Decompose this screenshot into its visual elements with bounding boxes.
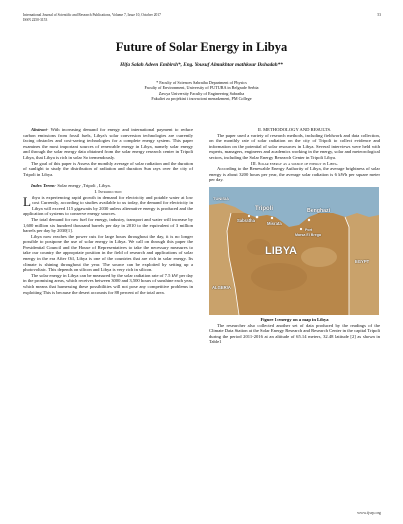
map-label-benghazi: Benghazi: [307, 207, 331, 214]
left-column: [23, 127, 193, 295]
methodology-paragraph: The paper used a variety of research methods, including fieldwork and data collection, on the monthly rate of solar radiation on the city of Tripoli to collect evidence and information on the potential of solar resources in Libya. Several interviews were held with experts, managers, engineers and academics working in the energy, solar and meteorological sectors, including the Solar Energy Research Center in Tripoli Libya.: [209, 132, 380, 160]
affiliation-line: Fakultet za projektni i inovacioni menadzment, PM College: [151, 96, 252, 102]
map-label-marsa-el-brega: Marsa El Brega: [295, 232, 321, 237]
dropcap-letter: L: [23, 193, 31, 209]
abstract-text: With increasing demand for energy and international payment to reduce carbon emissions from fossil fuels, Libya's solar conversion technologies are currently facing obstacles and cost-saving technologies for a complete energy system. This paper examines the most important sources of renewable energy in Libya, namely solar energy and through the solar energy data obtained from the solar energy research center in Tripoli Libya, that Libya is rich in solar So tremendously.: [23, 127, 193, 160]
section-heading-methodology: II. METHODOLOGY AND RESULTS.: [257, 127, 332, 132]
index-terms-lead: Index Terms-: [31, 183, 57, 189]
abstract-lead: Abstract-: [31, 127, 49, 132]
map-label-tunisia: TUNISIA: [213, 195, 229, 201]
journal-header: [23, 13, 161, 22]
affiliations: [0, 80, 403, 102]
figure-caption: Figure 1:energy on a map in Libya: [260, 316, 329, 322]
page-number: 53: [377, 13, 381, 17]
paper-authors: Hifa Salah Adeen Embirsh*, Eng. Yousuf Almukhtar mathkour Ikshadah**: [120, 62, 283, 68]
solar-source-paragraph-1: According to the Renewable Energy Authority of Libya, the average brightness of solar energy is about 3200 hours per year, the average solar radiation is 6 kWh per square meter per day.: [209, 166, 380, 183]
abstract-paragraph: [23, 127, 193, 161]
intro-paragraph-1: [23, 195, 193, 217]
right-column: [209, 127, 380, 345]
issn: ISSN 2250-3153: [23, 17, 48, 22]
section-heading-solar-source: III. Solar energy as a source of energy in Libya.: [251, 160, 338, 166]
map-label-tripoli: Tripoli: [255, 205, 273, 212]
intro-paragraph-3: Libya now reaches the power cuts for large hours throughout the day, it is no longer possible to postpone the use of solar energy in Libya. We call on through this paper the Presidential Council and the House of Representatives to take the necessary measures to take our country the appropriate position in the field of research and applications of solar energy in the era After Oil, Libya is one of the countries that are rich in solar energy. Its climate is shining throughout the year. The source can be exploited by setting up a photovoltaic. This depends on silicon and Libya is very rich in silicon.: [23, 233, 193, 273]
intro-paragraph-4: The solar energy in Libya can be measured by the solar radiation rate of 7.5 kW per day in the promising areas, which receives between 3000 and 3,500 hours of sunshine each year, which means that harnessing these possibilities will not pose any competitive problems in exploiting This is because the desert accounts for 88 percent of the total area.: [23, 272, 193, 295]
solar-source-paragraph-2: The researcher also collected another set of data produced by the readings of the Climate Data Station at the Solar Energy Research and Research Center in the capital Tripoli during the period 2011-2016 at an altitude of 65.14 meters, 32.48 latitude [2] as shown in Table1: [209, 322, 380, 345]
map-label-algeria: ALGERIA: [212, 284, 231, 290]
section-heading-introduction: I. Introduction: [94, 188, 122, 194]
index-terms-text: Solar energy ,Tripoli , Libya.: [57, 183, 111, 189]
journal-line: International Journal of Scientific and Research Publications, Volume 7, Issue 10, October 2017: [23, 13, 161, 17]
affiliation-line: Zawya University Faculty of Engineering Sabratha: [158, 90, 245, 96]
libya-map-figure: [209, 187, 379, 315]
footer-url[interactable]: www.ijsrp.org: [357, 510, 381, 515]
affiliation-line: * Faculty of Sciences Sabratha Department of Physics: [156, 80, 247, 85]
paper-title: Future of Solar Energy in Libya: [115, 40, 288, 54]
map-label-sabratha: Sabratha: [237, 217, 255, 223]
intro-text-1: ibya is experiencing rapid growth in demand for electricity and potable water at low cost Currently, according to studies available to us today, the demand for electricity in Libya will exceed 115 gigawatts by 2030 unless alternative energy is produced and the application of systems to conserve energy sources.: [23, 194, 193, 217]
intro-paragraph-2: The total demand for raw fuel for energy, industry, transport and water will increase by 1,600 million six hundred thousand barrels per day in 2010 to the equivalent of 3 million barrels per day by 2030[1].: [23, 216, 193, 234]
map-label-misrata: Misrata: [267, 220, 282, 226]
map-label-egypt: EGYPT: [355, 258, 370, 264]
map-label-port: Port: [305, 227, 313, 232]
abstract-goal: The goal of this paper is Assess the monthly average of solar radiation and the duration of sunlight to study the distribution of radiation and duration Sun rays over the city of Tripoli in Libya.: [23, 160, 193, 177]
map-label-libya: LIBYA: [265, 244, 297, 257]
affiliation-line: Faculty of Environment, University of FUTURA in Belgrade Serbia: [144, 85, 259, 91]
